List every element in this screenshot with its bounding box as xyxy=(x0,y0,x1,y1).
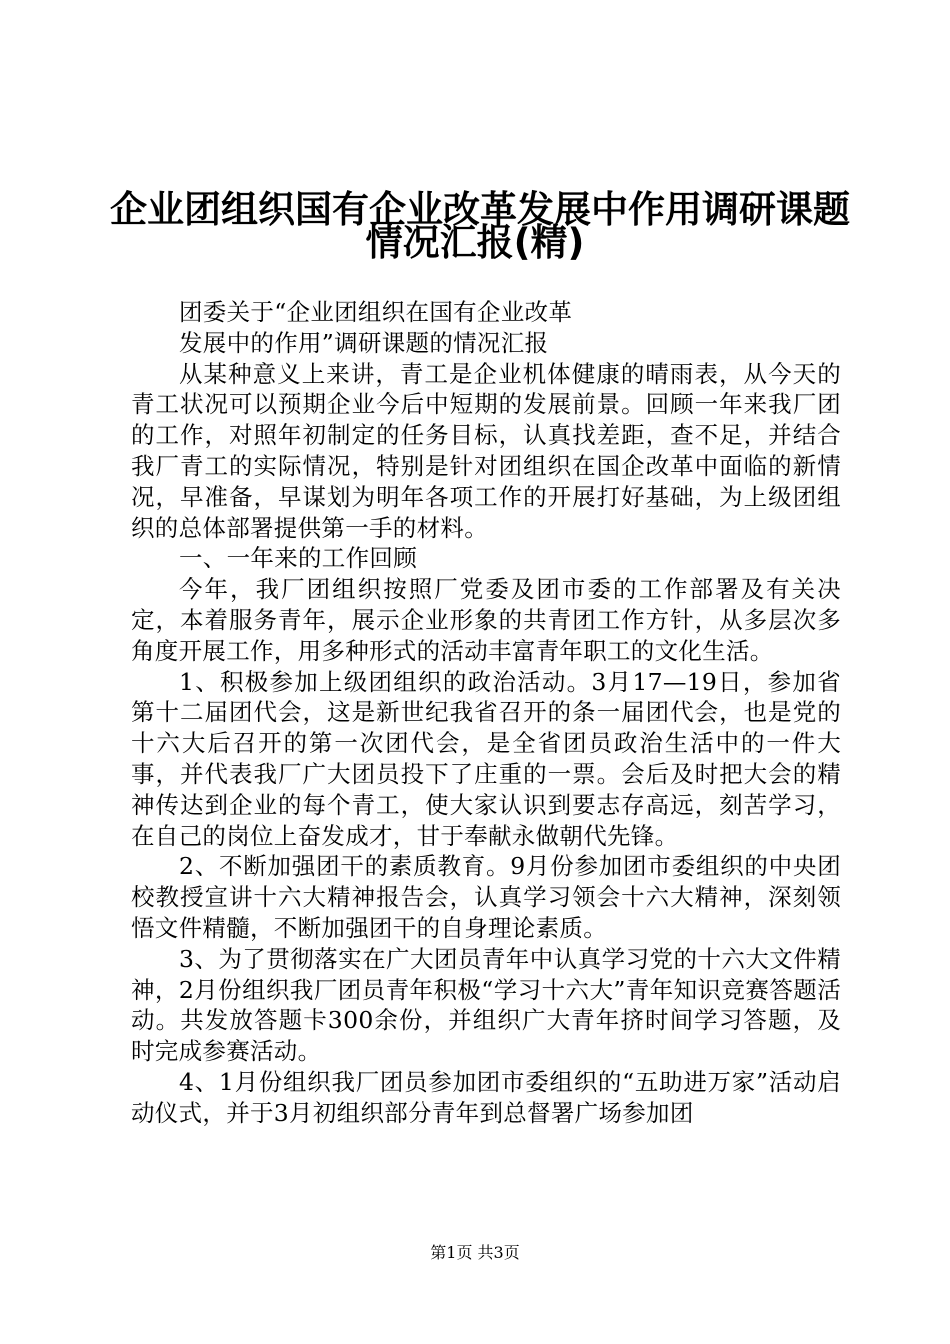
document-title-line-2: 情况汇报(精) xyxy=(365,221,585,264)
subtitle-line-1: 团委关于“企业团组织在国有企业改革 xyxy=(179,298,573,326)
subtitle-line-2: 发展中的作用”调研课题的情况汇报 xyxy=(179,328,549,357)
page-footer: 第1页 共3页 xyxy=(430,1243,520,1262)
document-body xyxy=(131,297,841,1129)
body-paragraph: 今年，我厂团组织按照厂党委及团市委的工作部署及有关决定，本着服务青年，展示企业形象的共青团工作方针，从多层次多角度开展工作，用多种形式的活动丰富青年职工的文化生活。 xyxy=(131,575,841,665)
section-heading: 一、一年来的工作回顾 xyxy=(179,544,417,573)
body-paragraph: 2、不断加强团干的素质教育。9月份参加团市委组织的中央团校教授宣讲十六大精神报告会，认真学习领会十六大精神，深刻领悟文件精髓，不断加强团干的自身理论素质。 xyxy=(131,852,841,942)
document-title-line-1: 企业团组织国有企业改革发展中作用调研课题 xyxy=(110,188,850,231)
body-paragraph: 1、积极参加上级团组织的政治活动。3月17—19日，参加省第十二届团代会，这是新世纪我省召开的条一届团代会，也是党的十六大后召开的第一次团代会，是全省团员政治生活中的一件大事，并代表我厂广大团员投下了庄重的一票。会后及时把大会的精神传达到企业的每个青工，使大家认识到要志存高远，刻苦学习，在自己的岗位上奋发成才，甘于奉献永做朝代先锋。 xyxy=(131,667,841,850)
body-paragraph: 3、为了贯彻落实在广大团员青年中认真学习党的十六大文件精神，2月份组织我厂团员青年积极“学习十六大”青年知识竞赛答题活动。共发放答题卡300余份，并组织广大青年挤时间学习答题，及时完成参赛活动。 xyxy=(131,944,841,1066)
body-paragraph: 从某种意义上来讲，青工是企业机体健康的晴雨表，从今天的青工状况可以预期企业今后中短期的发展前景。回顾一年来我厂团的工作，对照年初制定的任务目标，认真找差距，查不足，并结合我厂青工的实际情况，特别是针对团组织在国企改革中面临的新情况，早准备，早谋划为明年各项工作的开展打好基础，为上级团组织的总体部署提供第一手的材料。 xyxy=(131,359,841,542)
body-paragraph: 4、1月份组织我厂团员参加团市委组织的“五助进万家”活动启动仪式，并于3月初组织部分青年到总督署广场参加团 xyxy=(131,1067,841,1127)
